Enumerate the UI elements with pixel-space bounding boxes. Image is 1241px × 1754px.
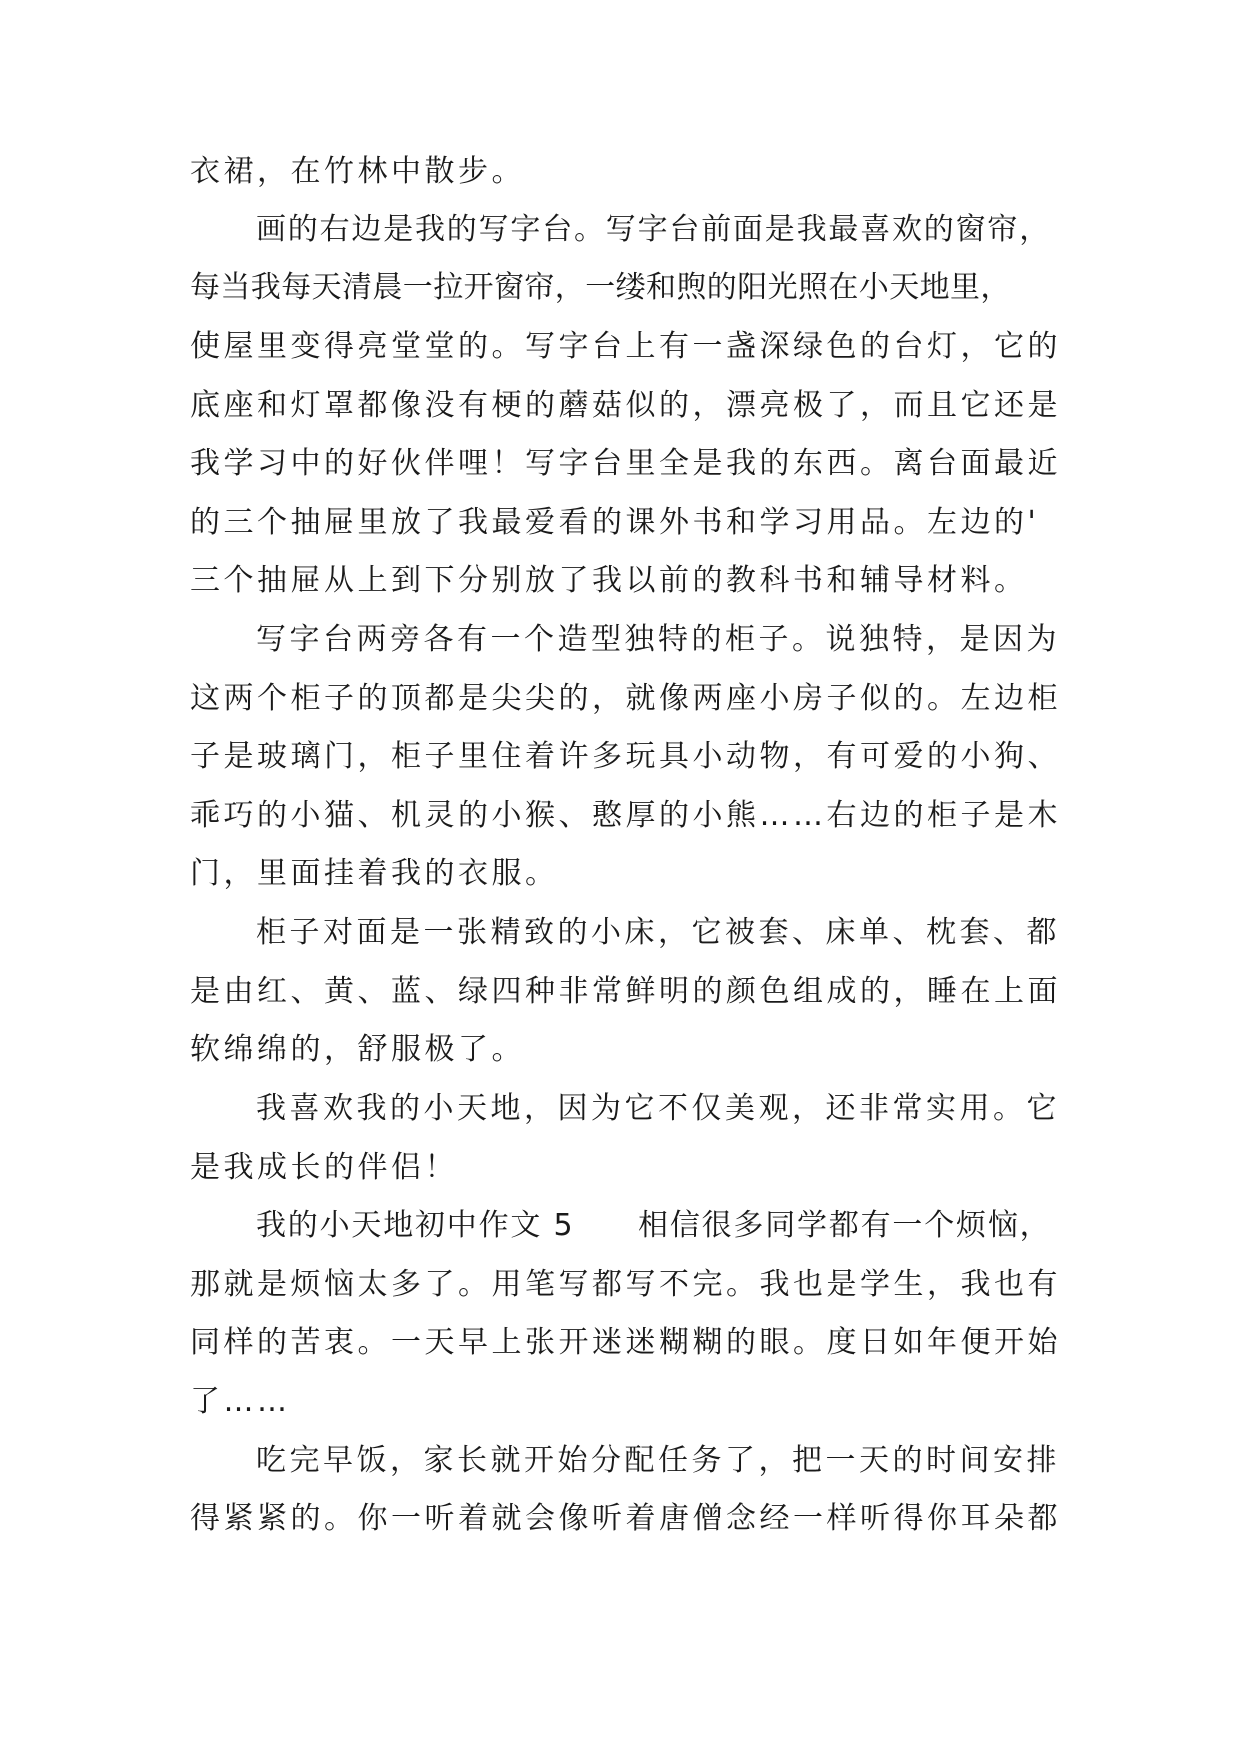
paragraph-first-line: 我的小天地初中作文 5 相信很多同学都有一个烦恼， bbox=[256, 1208, 1052, 1243]
text-line: 的三个抽屉里放了我最爱看的课外书和学习用品。左边的' bbox=[190, 505, 1040, 540]
text-line: 是我成长的伴侣！ bbox=[190, 1150, 458, 1185]
text-line: 每当我每天清晨一拉开窗帘，一缕和煦的阳光照在小天地里， bbox=[190, 270, 1011, 305]
paragraph-first-line: 我喜欢我的小天地，因为它不仅美观，还非常实用。它 bbox=[256, 1091, 1060, 1126]
text-line: 三个抽屉从上到下分别放了我以前的教科书和辅导材料。 bbox=[190, 563, 1028, 598]
text-line: 得紧紧的。你一听着就会像听着唐僧念经一样听得你耳朵都 bbox=[190, 1501, 1061, 1536]
paragraph-first-line: 柜子对面是一张精致的小床，它被套、床单、枕套、都 bbox=[256, 915, 1060, 950]
text-line: 衣裙，在竹林中散步。 bbox=[190, 154, 525, 189]
paragraph-first-line: 写字台两旁各有一个造型独特的柜子。说独特，是因为 bbox=[256, 622, 1060, 657]
text-line: 使屋里变得亮堂堂的。写字台上有一盏深绿色的台灯，它的 bbox=[190, 329, 1061, 364]
text-line: 是由红、黄、蓝、绿四种非常鲜明的颜色组成的，睡在上面 bbox=[190, 974, 1061, 1009]
text-line: 软绵绵的，舒服极了。 bbox=[190, 1032, 525, 1067]
text-line: 那就是烦恼太多了。用笔写都写不完。我也是学生，我也有 bbox=[190, 1267, 1061, 1302]
text-line: 门，里面挂着我的衣服。 bbox=[190, 856, 559, 891]
text-line: 这两个柜子的顶都是尖尖的，就像两座小房子似的。左边柜 bbox=[190, 681, 1061, 716]
text-line: 同样的苦衷。一天早上张开迷迷糊糊的眼。度日如年便开始 bbox=[190, 1325, 1061, 1360]
text-line: 了…… bbox=[190, 1384, 291, 1419]
paragraph-first-line: 吃完早饭，家长就开始分配任务了，把一天的时间安排 bbox=[256, 1443, 1060, 1478]
text-line: 乖巧的小猫、机灵的小猴、憨厚的小熊……右边的柜子是木 bbox=[190, 798, 1061, 833]
text-line: 底座和灯罩都像没有梗的蘑菇似的，漂亮极了，而且它还是 bbox=[190, 388, 1061, 423]
paragraph-first-line: 画的右边是我的写字台。写字台前面是我最喜欢的窗帘， bbox=[256, 212, 1051, 247]
text-line: 我学习中的好伙伴哩！写字台里全是我的东西。离台面最近 bbox=[190, 446, 1061, 481]
text-line: 子是玻璃门，柜子里住着许多玩具小动物，有可爱的小狗、 bbox=[190, 739, 1061, 774]
